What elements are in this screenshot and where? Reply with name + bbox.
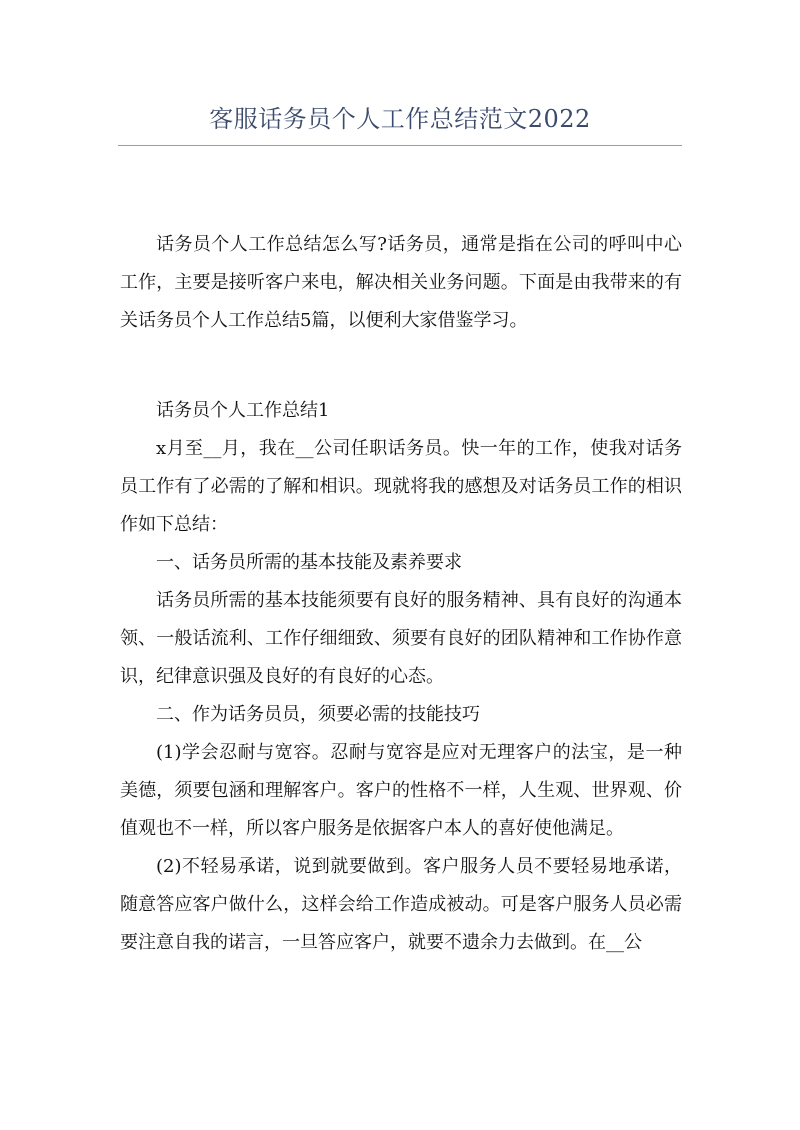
title-underline [118, 145, 682, 146]
document-title: 客服话务员个人工作总结范文2022 [209, 105, 591, 133]
body-paragraph: (2)不轻易承诺，说到就要做到。客户服务人员不要轻易地承诺，随意答应客户做什么，这样会给工作造成被动。可是客户服务人员必需要注意自我的诺言，一旦答应客户，就要不遗余力去做到。在__公 [120, 856, 682, 953]
section-heading: 话务员个人工作总结1 [156, 400, 330, 421]
subsection-heading: 一、话务员所需的基本技能及素养要求 [156, 552, 462, 573]
body-paragraph: 话务员所需的基本技能须要有良好的服务精神、具有良好的沟通本领、一般话流利、工作仔细细致、须要有良好的团队精神和工作协作意识，纪律意识强及良好的有良好的心态。 [120, 590, 682, 687]
body-paragraph: x月至__月，我在__公司任职话务员。快一年的工作，使我对话务员工作有了必需的了解和相识。现就将我的感想及对话务员工作的相识作如下总结： [120, 438, 682, 535]
intro-paragraph: 话务员个人工作总结怎么写?话务员，通常是指在公司的呼叫中心工作，主要是接听客户来电，解决相关业务问题。下面是由我带来的有关话务员个人工作总结5篇，以便利大家借鉴学习。 [120, 234, 682, 331]
paragraph-spacer [120, 340, 682, 392]
document-body [120, 226, 682, 962]
body-paragraph: (1)学会忍耐与宽容。忍耐与宽容是应对无理客户的法宝，是一种美德，须要包涵和理解客户。客户的性格不一样，人生观、世界观、价值观也不一样，所以客户服务是依据客户本人的喜好使他满足。 [120, 742, 682, 839]
subsection-heading: 二、作为话务员员，须要必需的技能技巧 [156, 704, 480, 725]
